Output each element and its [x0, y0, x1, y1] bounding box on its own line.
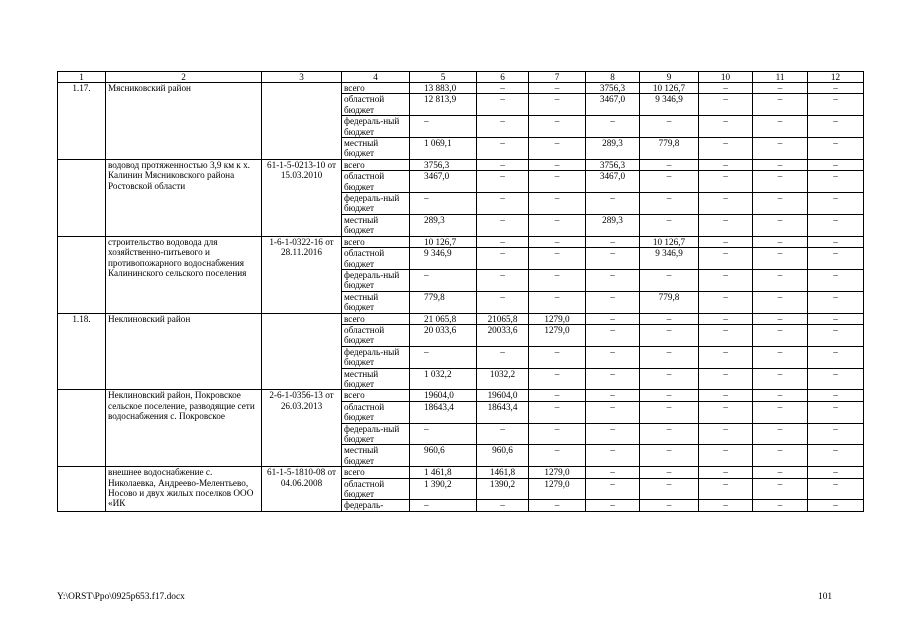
- amount-cell: –: [753, 171, 808, 193]
- column-header: 9: [640, 72, 699, 83]
- amount-cell: 18643,4: [477, 401, 529, 423]
- amount-cell: –: [529, 83, 586, 94]
- funding-source: федераль-ный бюджет: [342, 193, 410, 215]
- amount-cell: –: [477, 214, 529, 236]
- amount-cell: –: [640, 214, 699, 236]
- amount-cell: –: [477, 138, 529, 160]
- amount-cell: –: [753, 401, 808, 423]
- amount-cell: –: [753, 159, 808, 170]
- column-header: 3: [262, 72, 342, 83]
- amount-cell: 9 346,9: [640, 94, 699, 116]
- table-row: [58, 313, 864, 324]
- column-header: 12: [808, 72, 864, 83]
- amount-cell: –: [699, 401, 753, 423]
- amount-cell: –: [477, 116, 529, 138]
- table-row: [58, 467, 864, 478]
- funding-source: федераль-ный бюджет: [342, 346, 410, 368]
- amount-cell: –: [640, 116, 699, 138]
- amount-cell: –: [477, 423, 529, 445]
- amount-cell: –: [640, 159, 699, 170]
- amount-cell: 1279,0: [529, 324, 586, 346]
- header-row: [58, 72, 864, 83]
- amount-cell: –: [699, 368, 753, 390]
- funding-source: областной бюджет: [342, 94, 410, 116]
- amount-cell: –: [753, 324, 808, 346]
- amount-cell: –: [477, 248, 529, 270]
- amount-cell: –: [640, 423, 699, 445]
- amount-cell: 9 346,9: [410, 248, 477, 270]
- amount-cell: –: [699, 500, 753, 511]
- amount-cell: –: [586, 478, 640, 500]
- object-description: внешнее водоснабжение с. Николаевка, Андреево-Мелентьево, Носово и двух жилых поселков ООО «ИК: [106, 467, 262, 512]
- funding-source: всего: [342, 313, 410, 324]
- funding-source: федераль-ный бюджет: [342, 269, 410, 291]
- funding-source: областной бюджет: [342, 478, 410, 500]
- amount-cell: –: [808, 401, 864, 423]
- amount-cell: –: [699, 94, 753, 116]
- amount-cell: –: [586, 368, 640, 390]
- column-header: 11: [753, 72, 808, 83]
- amount-cell: –: [808, 423, 864, 445]
- amount-cell: 289,3: [410, 214, 477, 236]
- amount-cell: 10 126,7: [640, 236, 699, 247]
- amount-cell: –: [808, 346, 864, 368]
- amount-cell: –: [640, 368, 699, 390]
- amount-cell: –: [477, 83, 529, 94]
- amount-cell: –: [640, 324, 699, 346]
- amount-cell: –: [529, 214, 586, 236]
- amount-cell: –: [753, 346, 808, 368]
- amount-cell: –: [808, 467, 864, 478]
- amount-cell: –: [586, 500, 640, 511]
- amount-cell: –: [586, 291, 640, 313]
- amount-cell: 20 033,6: [410, 324, 477, 346]
- table-row: [58, 236, 864, 247]
- amount-cell: –: [753, 236, 808, 247]
- funding-source: всего: [342, 390, 410, 401]
- amount-cell: 1390,2: [477, 478, 529, 500]
- funding-source: местный бюджет: [342, 445, 410, 467]
- amount-cell: –: [529, 368, 586, 390]
- amount-cell: –: [640, 390, 699, 401]
- amount-cell: –: [699, 248, 753, 270]
- amount-cell: –: [640, 467, 699, 478]
- amount-cell: –: [477, 269, 529, 291]
- amount-cell: –: [477, 159, 529, 170]
- amount-cell: –: [753, 500, 808, 511]
- amount-cell: –: [699, 324, 753, 346]
- column-header: 1: [58, 72, 106, 83]
- amount-cell: 3756,3: [586, 83, 640, 94]
- amount-cell: 289,3: [586, 138, 640, 160]
- amount-cell: –: [529, 346, 586, 368]
- amount-cell: –: [753, 445, 808, 467]
- amount-cell: –: [753, 269, 808, 291]
- amount-cell: –: [699, 214, 753, 236]
- amount-cell: 1032,2: [477, 368, 529, 390]
- amount-cell: –: [808, 445, 864, 467]
- table-row: [58, 159, 864, 170]
- amount-cell: 21065,8: [477, 313, 529, 324]
- amount-cell: –: [529, 138, 586, 160]
- amount-cell: –: [477, 291, 529, 313]
- document-number: 2-6-1-0356-13 от 26.03.2013: [262, 390, 342, 467]
- amount-cell: –: [808, 478, 864, 500]
- amount-cell: –: [529, 159, 586, 170]
- document-number: 61-1-5-0213-10 от 15.03.2010: [262, 159, 342, 236]
- document-number: [262, 83, 342, 160]
- amount-cell: –: [699, 193, 753, 215]
- amount-cell: –: [699, 236, 753, 247]
- amount-cell: 960,6: [410, 445, 477, 467]
- amount-cell: –: [699, 423, 753, 445]
- funding-source: местный бюджет: [342, 214, 410, 236]
- amount-cell: –: [586, 116, 640, 138]
- amount-cell: –: [753, 390, 808, 401]
- amount-cell: –: [699, 346, 753, 368]
- row-number: [58, 159, 106, 236]
- document-number: 1-6-1-0322-16 от 28.11.2016: [262, 236, 342, 313]
- amount-cell: –: [753, 423, 808, 445]
- amount-cell: 289,3: [586, 214, 640, 236]
- amount-cell: –: [410, 500, 477, 511]
- amount-cell: 1279,0: [529, 478, 586, 500]
- amount-cell: –: [586, 248, 640, 270]
- amount-cell: –: [640, 401, 699, 423]
- amount-cell: 3756,3: [586, 159, 640, 170]
- amount-cell: –: [808, 248, 864, 270]
- column-header: 4: [342, 72, 410, 83]
- amount-cell: –: [699, 313, 753, 324]
- amount-cell: –: [529, 390, 586, 401]
- column-header: 7: [529, 72, 586, 83]
- amount-cell: –: [699, 138, 753, 160]
- amount-cell: –: [753, 467, 808, 478]
- amount-cell: –: [410, 116, 477, 138]
- amount-cell: 3467,0: [586, 171, 640, 193]
- amount-cell: 3467,0: [410, 171, 477, 193]
- amount-cell: 960,6: [477, 445, 529, 467]
- amount-cell: –: [477, 236, 529, 247]
- amount-cell: –: [586, 313, 640, 324]
- amount-cell: –: [808, 269, 864, 291]
- amount-cell: –: [808, 83, 864, 94]
- amount-cell: –: [753, 116, 808, 138]
- amount-cell: –: [640, 445, 699, 467]
- object-description: Мясниковский район: [106, 83, 262, 160]
- column-header: 10: [699, 72, 753, 83]
- amount-cell: –: [808, 138, 864, 160]
- amount-cell: –: [753, 291, 808, 313]
- amount-cell: –: [586, 467, 640, 478]
- amount-cell: –: [586, 423, 640, 445]
- row-number: 1.18.: [58, 313, 106, 390]
- amount-cell: –: [529, 116, 586, 138]
- amount-cell: –: [477, 94, 529, 116]
- amount-cell: –: [410, 269, 477, 291]
- amount-cell: –: [586, 390, 640, 401]
- amount-cell: –: [699, 467, 753, 478]
- amount-cell: 779,8: [410, 291, 477, 313]
- amount-cell: –: [808, 116, 864, 138]
- amount-cell: –: [640, 478, 699, 500]
- row-number: 1.17.: [58, 83, 106, 160]
- budget-table: [57, 71, 864, 512]
- amount-cell: –: [753, 248, 808, 270]
- amount-cell: 3467,0: [586, 94, 640, 116]
- amount-cell: –: [640, 346, 699, 368]
- amount-cell: –: [808, 94, 864, 116]
- funding-source: областной бюджет: [342, 324, 410, 346]
- amount-cell: 19604,0: [410, 390, 477, 401]
- amount-cell: –: [529, 171, 586, 193]
- amount-cell: 1 069,1: [410, 138, 477, 160]
- amount-cell: –: [529, 236, 586, 247]
- amount-cell: –: [753, 313, 808, 324]
- amount-cell: –: [477, 346, 529, 368]
- amount-cell: –: [808, 171, 864, 193]
- amount-cell: –: [477, 193, 529, 215]
- footer-page-number: 101: [818, 592, 833, 602]
- funding-source: местный бюджет: [342, 368, 410, 390]
- amount-cell: –: [699, 291, 753, 313]
- amount-cell: –: [808, 159, 864, 170]
- row-number: [58, 236, 106, 313]
- funding-source: федераль-: [342, 500, 410, 511]
- amount-cell: –: [529, 269, 586, 291]
- funding-source: федераль-ный бюджет: [342, 423, 410, 445]
- amount-cell: 1 032,2: [410, 368, 477, 390]
- amount-cell: –: [640, 500, 699, 511]
- amount-cell: –: [753, 214, 808, 236]
- amount-cell: –: [808, 193, 864, 215]
- amount-cell: –: [753, 368, 808, 390]
- object-description: водовод протяженностью 3,9 км к х. Калинин Мясниковского района Ростовской области: [106, 159, 262, 236]
- amount-cell: –: [808, 500, 864, 511]
- funding-source: местный бюджет: [342, 291, 410, 313]
- amount-cell: 1279,0: [529, 467, 586, 478]
- amount-cell: –: [808, 390, 864, 401]
- amount-cell: –: [529, 94, 586, 116]
- amount-cell: 18643,4: [410, 401, 477, 423]
- document-number: 61-1-5-1810-08 от 04.06.2008: [262, 467, 342, 512]
- column-header: 6: [477, 72, 529, 83]
- amount-cell: –: [529, 500, 586, 511]
- amount-cell: –: [699, 171, 753, 193]
- amount-cell: –: [699, 83, 753, 94]
- amount-cell: 1 461,8: [410, 467, 477, 478]
- amount-cell: –: [640, 313, 699, 324]
- amount-cell: 21 065,8: [410, 313, 477, 324]
- amount-cell: 19604,0: [477, 390, 529, 401]
- amount-cell: –: [808, 214, 864, 236]
- amount-cell: –: [808, 313, 864, 324]
- amount-cell: –: [640, 193, 699, 215]
- amount-cell: –: [699, 478, 753, 500]
- amount-cell: –: [410, 346, 477, 368]
- funding-source: всего: [342, 467, 410, 478]
- amount-cell: 779,8: [640, 138, 699, 160]
- amount-cell: 1279,0: [529, 313, 586, 324]
- object-description: строительство водовода для хозяйственно-питьевого и противопожарного водоснабжения Калининского сельского поселения: [106, 236, 262, 313]
- amount-cell: –: [529, 423, 586, 445]
- document-number: [262, 313, 342, 390]
- amount-cell: 779,8: [640, 291, 699, 313]
- amount-cell: –: [529, 445, 586, 467]
- amount-cell: –: [477, 171, 529, 193]
- amount-cell: –: [586, 401, 640, 423]
- amount-cell: –: [699, 390, 753, 401]
- amount-cell: –: [808, 368, 864, 390]
- amount-cell: 20033,6: [477, 324, 529, 346]
- footer-file-path: Y:\ORST\Ppo\0925p653.f17.docx: [57, 592, 185, 602]
- funding-source: областной бюджет: [342, 401, 410, 423]
- amount-cell: 9 346,9: [640, 248, 699, 270]
- amount-cell: –: [808, 236, 864, 247]
- amount-cell: –: [586, 445, 640, 467]
- amount-cell: –: [477, 500, 529, 511]
- amount-cell: –: [808, 291, 864, 313]
- funding-source: федераль-ный бюджет: [342, 116, 410, 138]
- amount-cell: –: [586, 269, 640, 291]
- object-description: Неклиновский район: [106, 313, 262, 390]
- amount-cell: –: [808, 324, 864, 346]
- amount-cell: –: [753, 83, 808, 94]
- amount-cell: –: [640, 269, 699, 291]
- amount-cell: –: [753, 193, 808, 215]
- amount-cell: –: [640, 171, 699, 193]
- funding-source: всего: [342, 236, 410, 247]
- row-number: [58, 390, 106, 467]
- amount-cell: –: [753, 138, 808, 160]
- row-number: [58, 467, 106, 512]
- amount-cell: –: [410, 423, 477, 445]
- amount-cell: 1 390,2: [410, 478, 477, 500]
- amount-cell: –: [753, 94, 808, 116]
- amount-cell: –: [410, 193, 477, 215]
- amount-cell: –: [586, 193, 640, 215]
- funding-source: местный бюджет: [342, 138, 410, 160]
- amount-cell: –: [699, 159, 753, 170]
- amount-cell: –: [586, 236, 640, 247]
- funding-source: всего: [342, 159, 410, 170]
- funding-source: областной бюджет: [342, 248, 410, 270]
- amount-cell: 10 126,7: [410, 236, 477, 247]
- column-header: 2: [106, 72, 262, 83]
- amount-cell: 12 813,9: [410, 94, 477, 116]
- amount-cell: –: [529, 193, 586, 215]
- amount-cell: –: [529, 248, 586, 270]
- amount-cell: –: [586, 324, 640, 346]
- amount-cell: –: [699, 445, 753, 467]
- amount-cell: 10 126,7: [640, 83, 699, 94]
- amount-cell: –: [586, 346, 640, 368]
- table-row: [58, 83, 864, 94]
- object-description: Неклиновский район, Покровское сельское поселение, разводящие сети водоснабжения с. Покровское: [106, 390, 262, 467]
- amount-cell: –: [529, 291, 586, 313]
- amount-cell: 1461,8: [477, 467, 529, 478]
- amount-cell: 13 883,0: [410, 83, 477, 94]
- amount-cell: –: [699, 116, 753, 138]
- column-header: 5: [410, 72, 477, 83]
- funding-source: областной бюджет: [342, 171, 410, 193]
- column-header: 8: [586, 72, 640, 83]
- amount-cell: 3756,3: [410, 159, 477, 170]
- amount-cell: –: [753, 478, 808, 500]
- amount-cell: –: [699, 269, 753, 291]
- amount-cell: –: [529, 401, 586, 423]
- funding-source: всего: [342, 83, 410, 94]
- table-row: [58, 390, 864, 401]
